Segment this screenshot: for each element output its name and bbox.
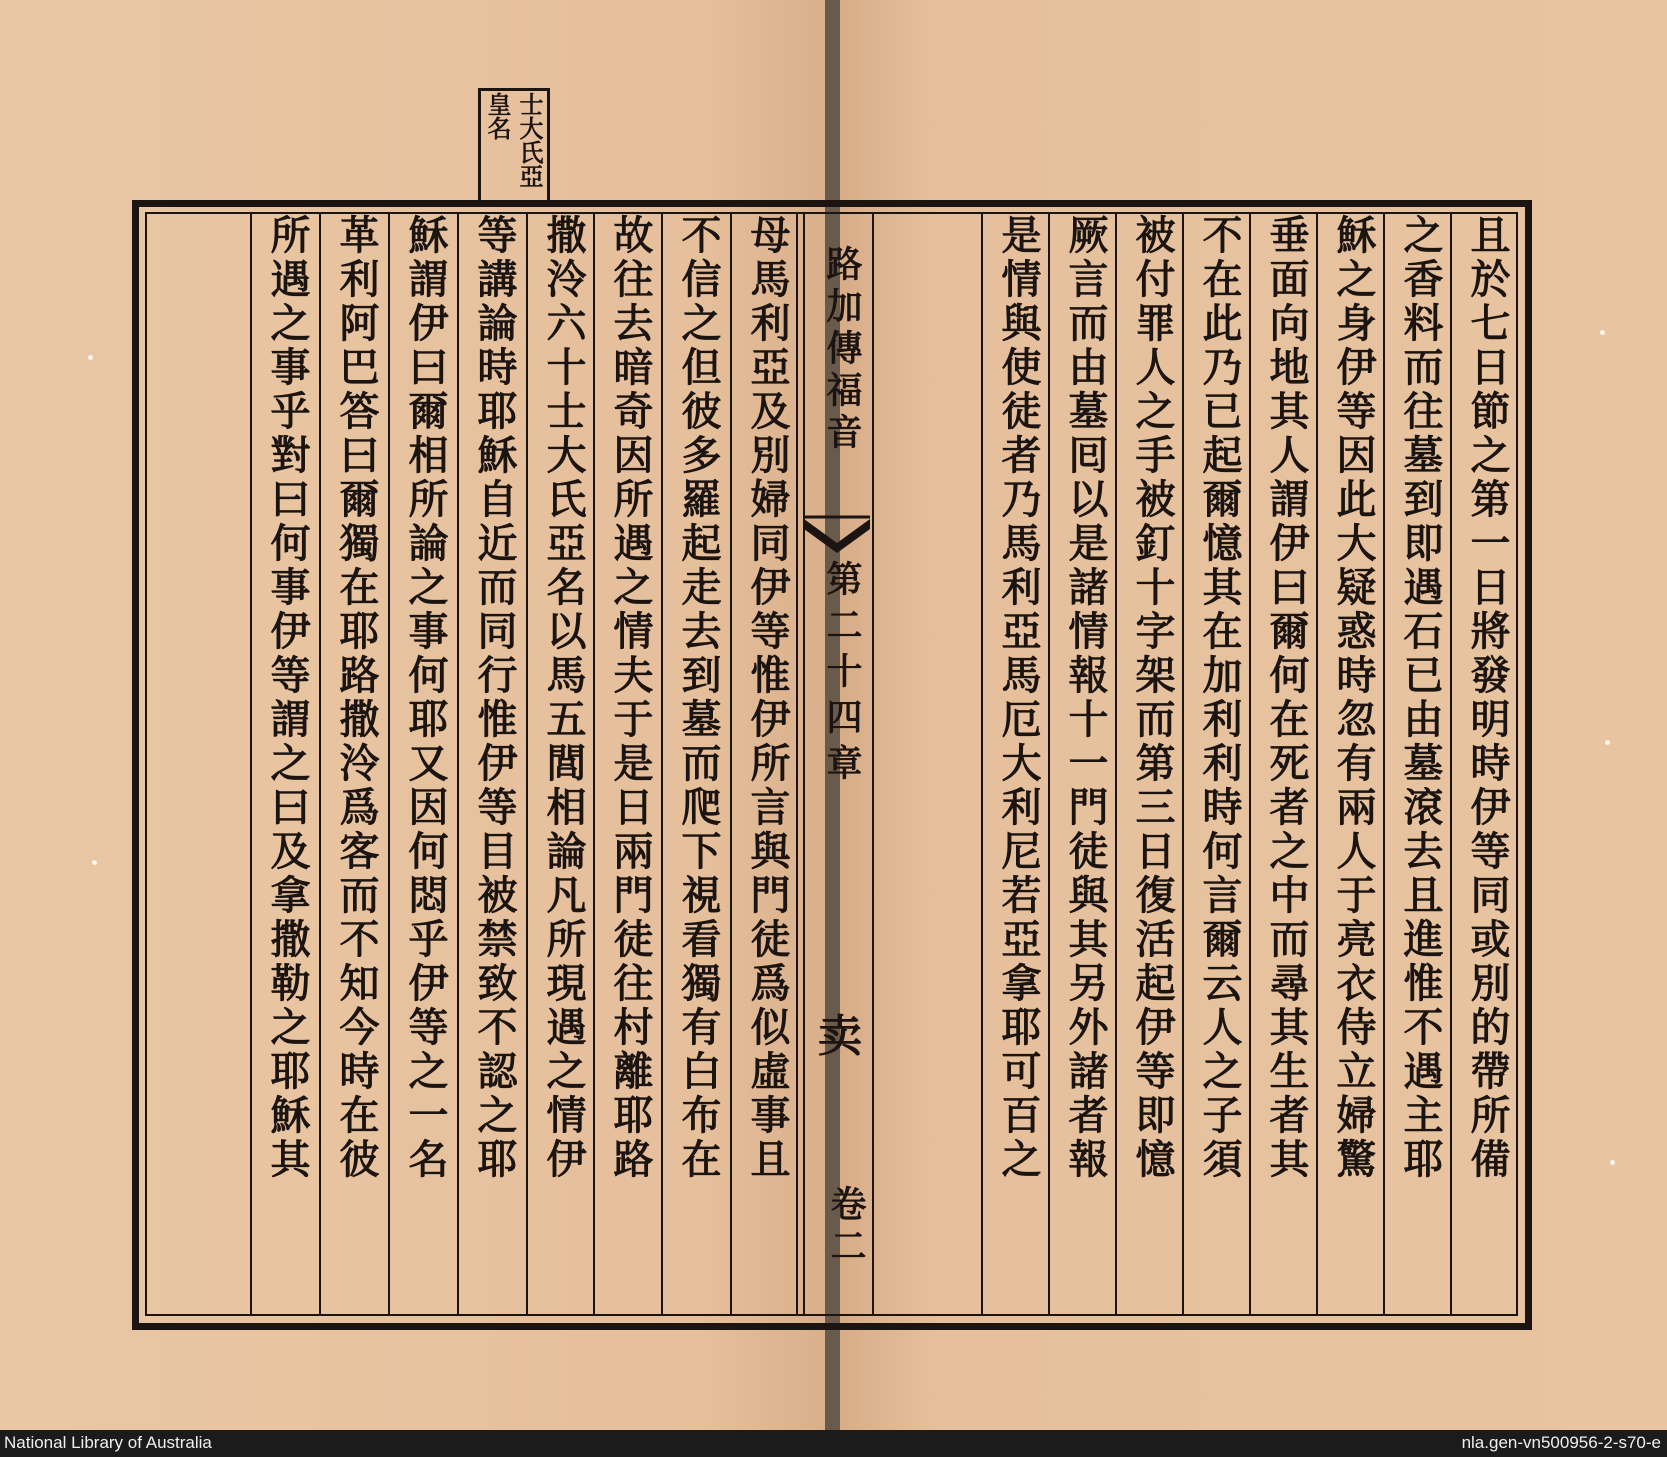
text-column-7: 厥言而由墓囘以是諸情報十一門徒與其另外諸者報 [1062, 214, 1109, 1182]
column-rule [1249, 214, 1251, 1314]
volume-label: 卷二 [825, 1185, 867, 1269]
column-rule [661, 214, 663, 1314]
text-column-10: 不信之但彼多羅起走去到墓而爬下視看獨有白布在 [675, 214, 722, 1182]
paper-speck [1600, 330, 1605, 335]
text-column-5: 不在此乃已起爾憶其在加利利時何言爾云人之子須 [1196, 214, 1243, 1182]
fishtail-ornament [802, 515, 872, 555]
text-column-1: 且於七日節之第一日將發明時伊等同或別的帶所備 [1464, 214, 1511, 1182]
margin-note-line-1: 士大氏亞 [515, 92, 544, 188]
margin-note-line-2: 皇名 [483, 92, 512, 140]
column-rule [1048, 214, 1050, 1314]
column-rule [457, 214, 459, 1314]
column-rule [250, 214, 252, 1314]
center-rule-right [872, 214, 874, 1314]
column-rule [981, 214, 983, 1314]
text-column-17 [188, 214, 248, 1314]
footer-library-name: National Library of Australia [4, 1433, 212, 1452]
book-title: 路加傳福音 [821, 245, 863, 455]
paper-speck [88, 355, 93, 360]
column-rule [1450, 214, 1452, 1314]
chapter-label: 第二十四章 [821, 560, 863, 790]
column-rule [319, 214, 321, 1314]
column-rule [593, 214, 595, 1314]
text-column-9: 母馬利亞及別婦同伊等惟伊所言與門徒爲似虛事且 [744, 214, 791, 1182]
column-rule [388, 214, 390, 1314]
paper-speck [1605, 740, 1610, 745]
folio-number: 卖 [818, 1011, 862, 1062]
text-column-4: 垂面向地其人謂伊曰爾何在死者之中而尋其生者其 [1263, 214, 1310, 1182]
column-rule [526, 214, 528, 1314]
text-column-8: 是情與使徒者乃馬利亞馬厄大利尼若亞拿耶可百之 [995, 214, 1042, 1182]
text-column-2: 之香料而往墓到即遇石已由墓滾去且進惟不遇主耶 [1397, 214, 1444, 1182]
text-column-13: 等講論時耶穌自近而同行惟伊等目被禁致不認之耶 [471, 214, 518, 1182]
text-column-11: 故往去暗奇因所遇之情夫于是日兩門徒往村離耶路 [607, 214, 654, 1182]
text-column-15: 革利阿巴答曰爾獨在耶路撒泠爲客而不知今時在彼 [333, 214, 380, 1182]
column-rule [730, 214, 732, 1314]
text-column-3: 穌之身伊等因此大疑惑時忽有兩人于亮衣侍立婦驚 [1330, 214, 1377, 1182]
column-rule [1316, 214, 1318, 1314]
text-column-14: 穌謂伊曰爾相所論之事何耶又因何悶乎伊等之一名 [402, 214, 449, 1182]
text-column-16: 所遇之事乎對曰何事伊等謂之曰及拿撒勒之耶穌其 [264, 214, 311, 1182]
footer-bar [0, 1430, 1667, 1457]
paper-speck [92, 860, 97, 865]
footer-record-id: nla.gen-vn500956-2-s70-e [1461, 1433, 1661, 1452]
text-column-6: 被付罪人之手被釘十字架而第三日復活起伊等即憶 [1129, 214, 1176, 1182]
column-rule [1182, 214, 1184, 1314]
paper-speck [1610, 1160, 1615, 1165]
center-rule-left [803, 214, 805, 1314]
text-column-12: 撒泠六十士大氏亞名以馬五閭相論凡所現遇之情伊 [540, 214, 587, 1182]
column-rule [1115, 214, 1117, 1314]
column-rule [1383, 214, 1385, 1314]
